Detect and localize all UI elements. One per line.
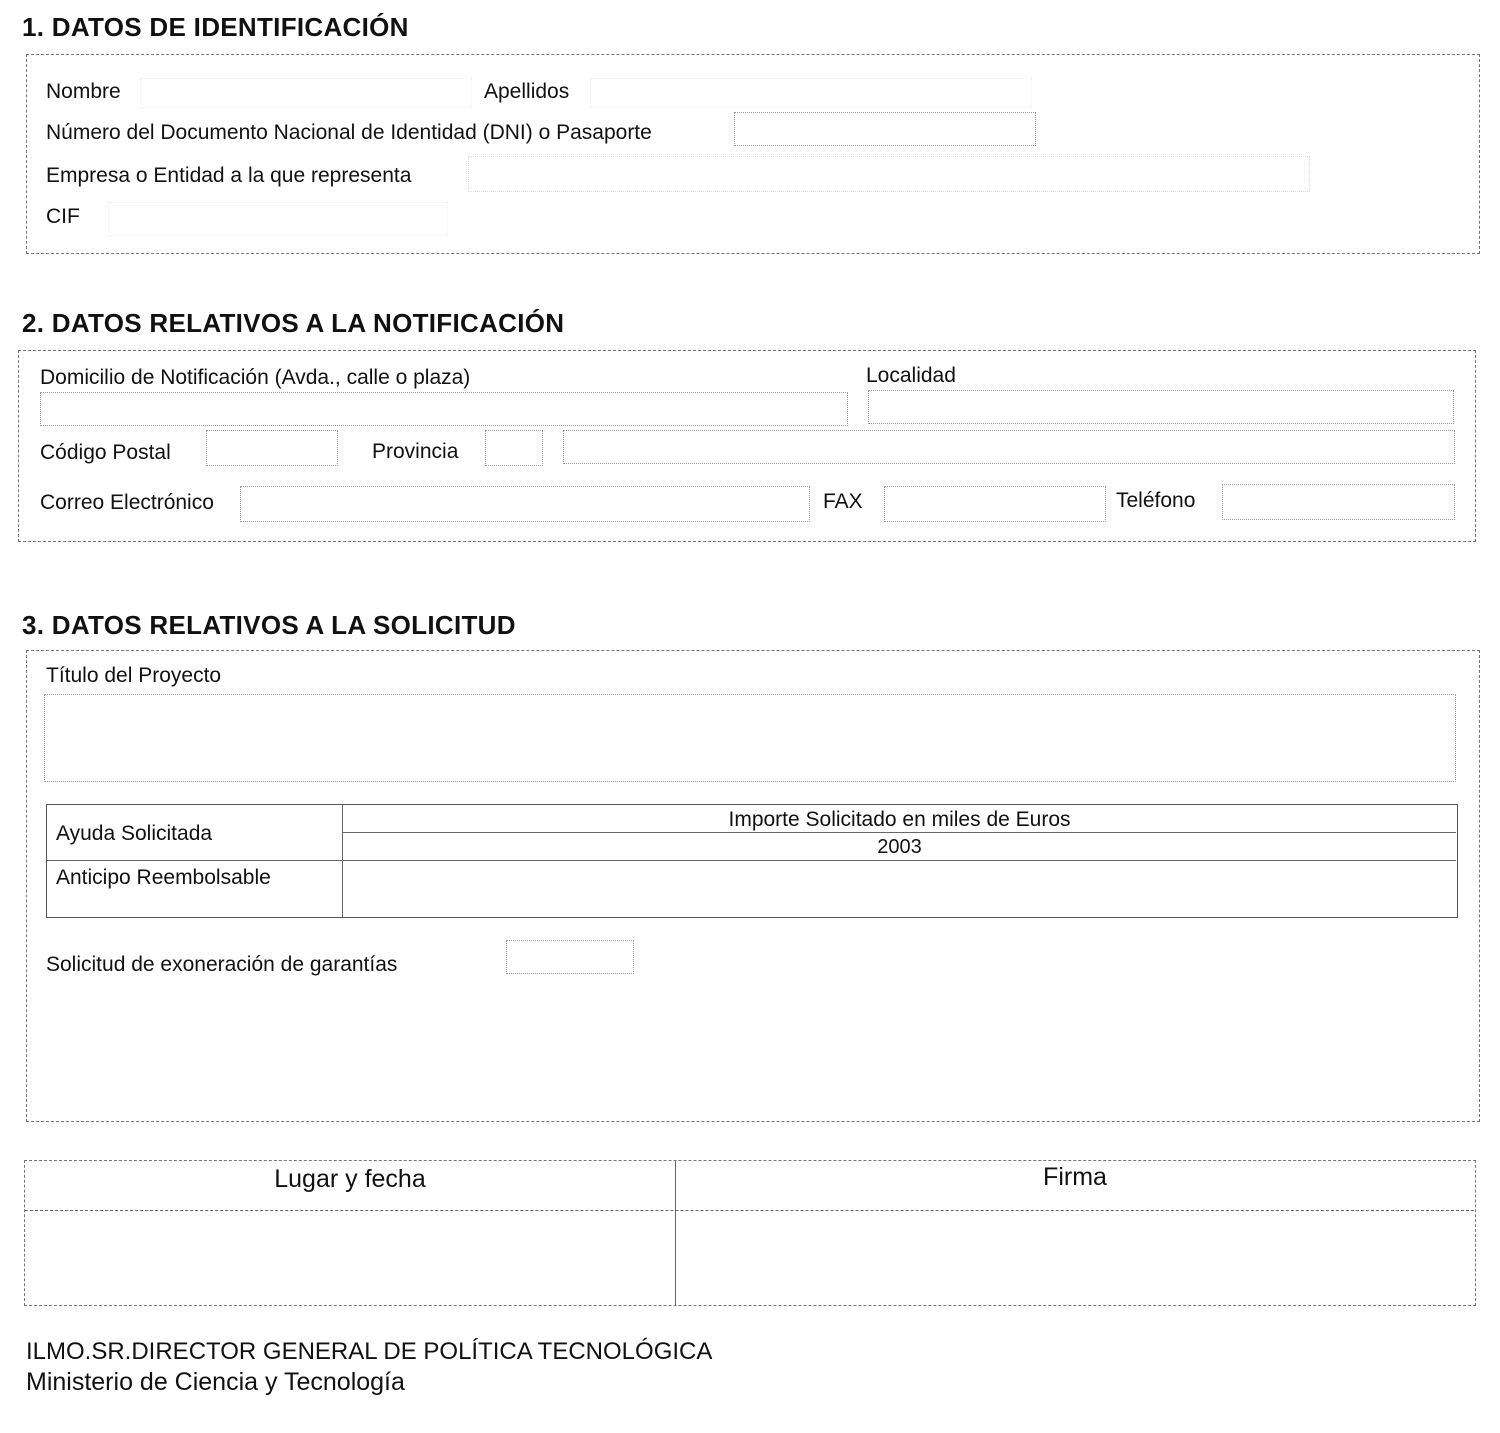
codigo-postal-label: Código Postal <box>40 441 171 464</box>
dni-label: Número del Documento Nacional de Identidad (DNI) o Pasaporte <box>46 121 652 144</box>
signature-header-line <box>25 1210 1474 1211</box>
ayuda-solicitada-label: Ayuda Solicitada <box>56 822 213 845</box>
section-1-heading: 1. DATOS DE IDENTIFICACIÓN <box>22 12 409 42</box>
addressee-line: ILMO.SR.DIRECTOR GENERAL DE POLÍTICA TECNOLÓGICA <box>26 1338 713 1365</box>
titulo-label: Título del Proyecto <box>46 664 222 687</box>
fax-label: FAX <box>823 490 863 513</box>
exoneracion-field[interactable] <box>506 940 634 974</box>
localidad-field[interactable] <box>868 390 1454 424</box>
apellidos-label: Apellidos <box>484 80 570 103</box>
nombre-label: Nombre <box>46 80 121 103</box>
correo-label: Correo Electrónico <box>40 491 214 514</box>
empresa-field[interactable] <box>468 156 1310 192</box>
ministry-line: Ministerio de Ciencia y Tecnología <box>26 1368 405 1396</box>
section-3-heading: 3. DATOS RELATIVOS A LA SOLICITUD <box>22 610 516 640</box>
table-year-line <box>343 860 1456 861</box>
lugar-fecha-label: Lugar y fecha <box>274 1165 426 1193</box>
firma-label: Firma <box>1043 1163 1107 1191</box>
domicilio-label: Domicilio de Notificación (Avda., calle o plaza) <box>40 366 471 389</box>
titulo-field[interactable] <box>44 694 1456 782</box>
telefono-label: Teléfono <box>1116 489 1196 512</box>
telefono-field[interactable] <box>1222 484 1455 520</box>
cif-field[interactable] <box>108 202 448 236</box>
apellidos-field[interactable] <box>590 78 1032 108</box>
section-2-heading: 2. DATOS RELATIVOS A LA NOTIFICACIÓN <box>22 308 565 338</box>
domicilio-field[interactable] <box>40 392 848 426</box>
empresa-label: Empresa o Entidad a la que representa <box>46 164 412 187</box>
amount-input[interactable] <box>346 863 1454 915</box>
provincia-label: Provincia <box>372 440 459 463</box>
importe-header: Importe Solicitado en miles de Euros <box>728 808 1071 831</box>
firma-field[interactable] <box>680 1214 1472 1302</box>
localidad-label: Localidad <box>866 364 956 387</box>
codigo-postal-field[interactable] <box>206 430 338 466</box>
fax-field[interactable] <box>884 486 1106 522</box>
provincia-code-field[interactable] <box>485 430 543 466</box>
exoneracion-label: Solicitud de exoneración de garantías <box>46 953 398 976</box>
lugar-fecha-field[interactable] <box>28 1214 674 1302</box>
year-header: 2003 <box>877 836 922 858</box>
correo-field[interactable] <box>240 486 810 522</box>
nombre-field[interactable] <box>140 78 472 108</box>
provincia-field[interactable] <box>563 430 1455 464</box>
anticipo-reembolsable-label: Anticipo Reembolsable <box>56 866 271 889</box>
dni-field[interactable] <box>734 112 1036 146</box>
table-row-line <box>47 860 343 861</box>
cif-label: CIF <box>46 205 80 228</box>
table-header-line <box>343 832 1456 833</box>
